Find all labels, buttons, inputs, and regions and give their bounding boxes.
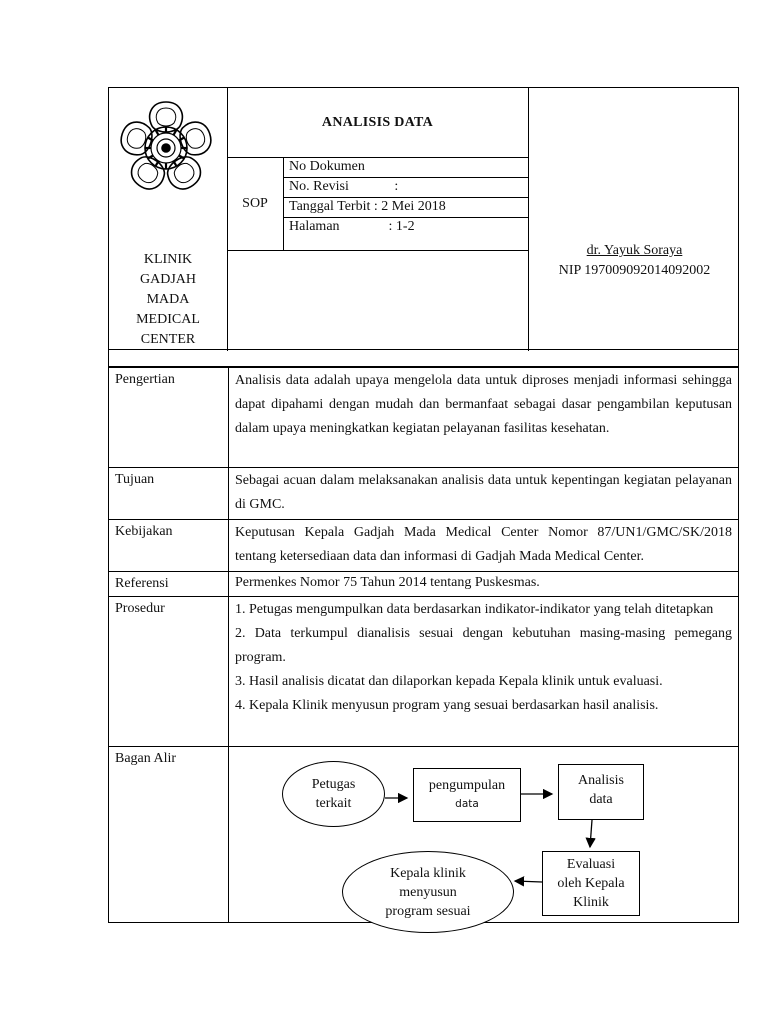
sop-content-table bbox=[108, 367, 739, 923]
clinic-name-line: CENTER bbox=[140, 332, 196, 347]
row-label: Tujuan bbox=[109, 468, 229, 520]
row-label: Kebijakan bbox=[109, 520, 229, 572]
row-value: Sebagai acuan dalam melaksanakan analisis data untuk kepentingan kegiatan pelayanan di GMC. bbox=[229, 468, 739, 520]
divider bbox=[528, 88, 529, 351]
clinic-name-line: KLINIK bbox=[143, 252, 193, 267]
sop-document bbox=[108, 87, 739, 923]
signature-block bbox=[529, 241, 740, 281]
clinic-name-line: GADJAH bbox=[140, 272, 196, 287]
row-prosedur bbox=[109, 597, 739, 747]
sop-header bbox=[108, 87, 739, 350]
row-value bbox=[229, 747, 739, 923]
node-text: oleh Kepala bbox=[557, 876, 625, 891]
arrow bbox=[515, 881, 542, 882]
doc-info-tanggal-terbit: Tanggal Terbit : 2 Mei 2018 bbox=[289, 199, 446, 214]
row-value: Keputusan Kepala Gadjah Mada Medical Center Nomor 87/UN1/GMC/SK/2018 tentang ketersediaan data dan informasi di Gadjah Mada Medical Center. bbox=[229, 520, 739, 572]
clinic-name-line: MEDICAL bbox=[136, 312, 200, 327]
divider bbox=[283, 157, 284, 250]
clinic-name bbox=[109, 250, 227, 350]
row-value: Analisis data adalah upaya mengelola data untuk diproses menjadi informasi sehingga dapat dipahami dengan mudah dan bermanfaat sebagai dasar pengambilan keputusan dalam upaya meningkatkan kegiatan pelayanan fasilitas kesehatan. bbox=[229, 368, 739, 468]
node-text: menyusun bbox=[399, 885, 457, 900]
procedure-step: 1. Petugas mengumpulkan data berdasarkan indikator-indikator yang telah ditetapkan bbox=[235, 602, 714, 617]
node-text: Petugas bbox=[311, 777, 356, 792]
node-text: Evaluasi bbox=[566, 857, 616, 872]
row-pengertian bbox=[109, 368, 739, 468]
node-text: program sesuai bbox=[385, 904, 471, 919]
sop-label: SOP bbox=[242, 196, 268, 211]
flowchart bbox=[229, 747, 738, 922]
node-text: pengumpulan bbox=[428, 778, 506, 793]
doc-info-no-dokumen: No Dokumen bbox=[289, 159, 365, 174]
signer-nip: NIP 197009092014092002 bbox=[558, 263, 711, 278]
node-text: Kepala klinik bbox=[390, 866, 466, 881]
row-referensi bbox=[109, 572, 739, 597]
row-label: Prosedur bbox=[109, 597, 229, 747]
row-bagan-alir bbox=[109, 747, 739, 923]
row-label: Referensi bbox=[109, 572, 229, 597]
node-petugas-terkait bbox=[282, 761, 385, 827]
node-text: Analisis bbox=[578, 773, 624, 788]
row-value bbox=[229, 597, 739, 747]
row-label: Bagan Alir bbox=[109, 747, 229, 923]
divider bbox=[227, 157, 528, 158]
university-seal-logo bbox=[114, 96, 218, 200]
divider bbox=[227, 250, 528, 251]
row-label: Pengertian bbox=[109, 368, 229, 468]
document-title: ANALISIS DATA bbox=[321, 115, 434, 130]
spacer-row bbox=[108, 350, 739, 367]
row-kebijakan bbox=[109, 520, 739, 572]
doc-info-halaman: Halaman : 1-2 bbox=[289, 219, 415, 234]
signer-name: dr. Yayuk Soraya bbox=[586, 243, 683, 258]
arrow bbox=[590, 820, 592, 847]
row-value: Permenkes Nomor 75 Tahun 2014 tentang Puskesmas. bbox=[229, 572, 739, 597]
node-text: terkait bbox=[315, 796, 352, 811]
procedure-step: 2. Data terkumpul dianalisis sesuai dengan kebutuhan masing-masing pemegang program. bbox=[235, 626, 732, 665]
procedure-step: 4. Kepala Klinik menyusun program yang sesuai berdasarkan hasil analisis. bbox=[235, 698, 659, 713]
node-text: Klinik bbox=[573, 895, 609, 910]
node-pengumpulan-data bbox=[413, 768, 521, 822]
procedure-step: 3. Hasil analisis dicatat dan dilaporkan kepada Kepala klinik untuk evaluasi. bbox=[235, 674, 663, 689]
node-text: data bbox=[589, 792, 613, 807]
doc-info-no-revisi: No. Revisi : bbox=[289, 179, 399, 194]
clinic-name-line: MADA bbox=[146, 292, 190, 307]
row-tujuan bbox=[109, 468, 739, 520]
node-analisis-data bbox=[558, 764, 644, 820]
node-kepala-klinik bbox=[342, 851, 514, 933]
node-evaluasi bbox=[542, 851, 640, 916]
node-text: data bbox=[455, 798, 479, 810]
